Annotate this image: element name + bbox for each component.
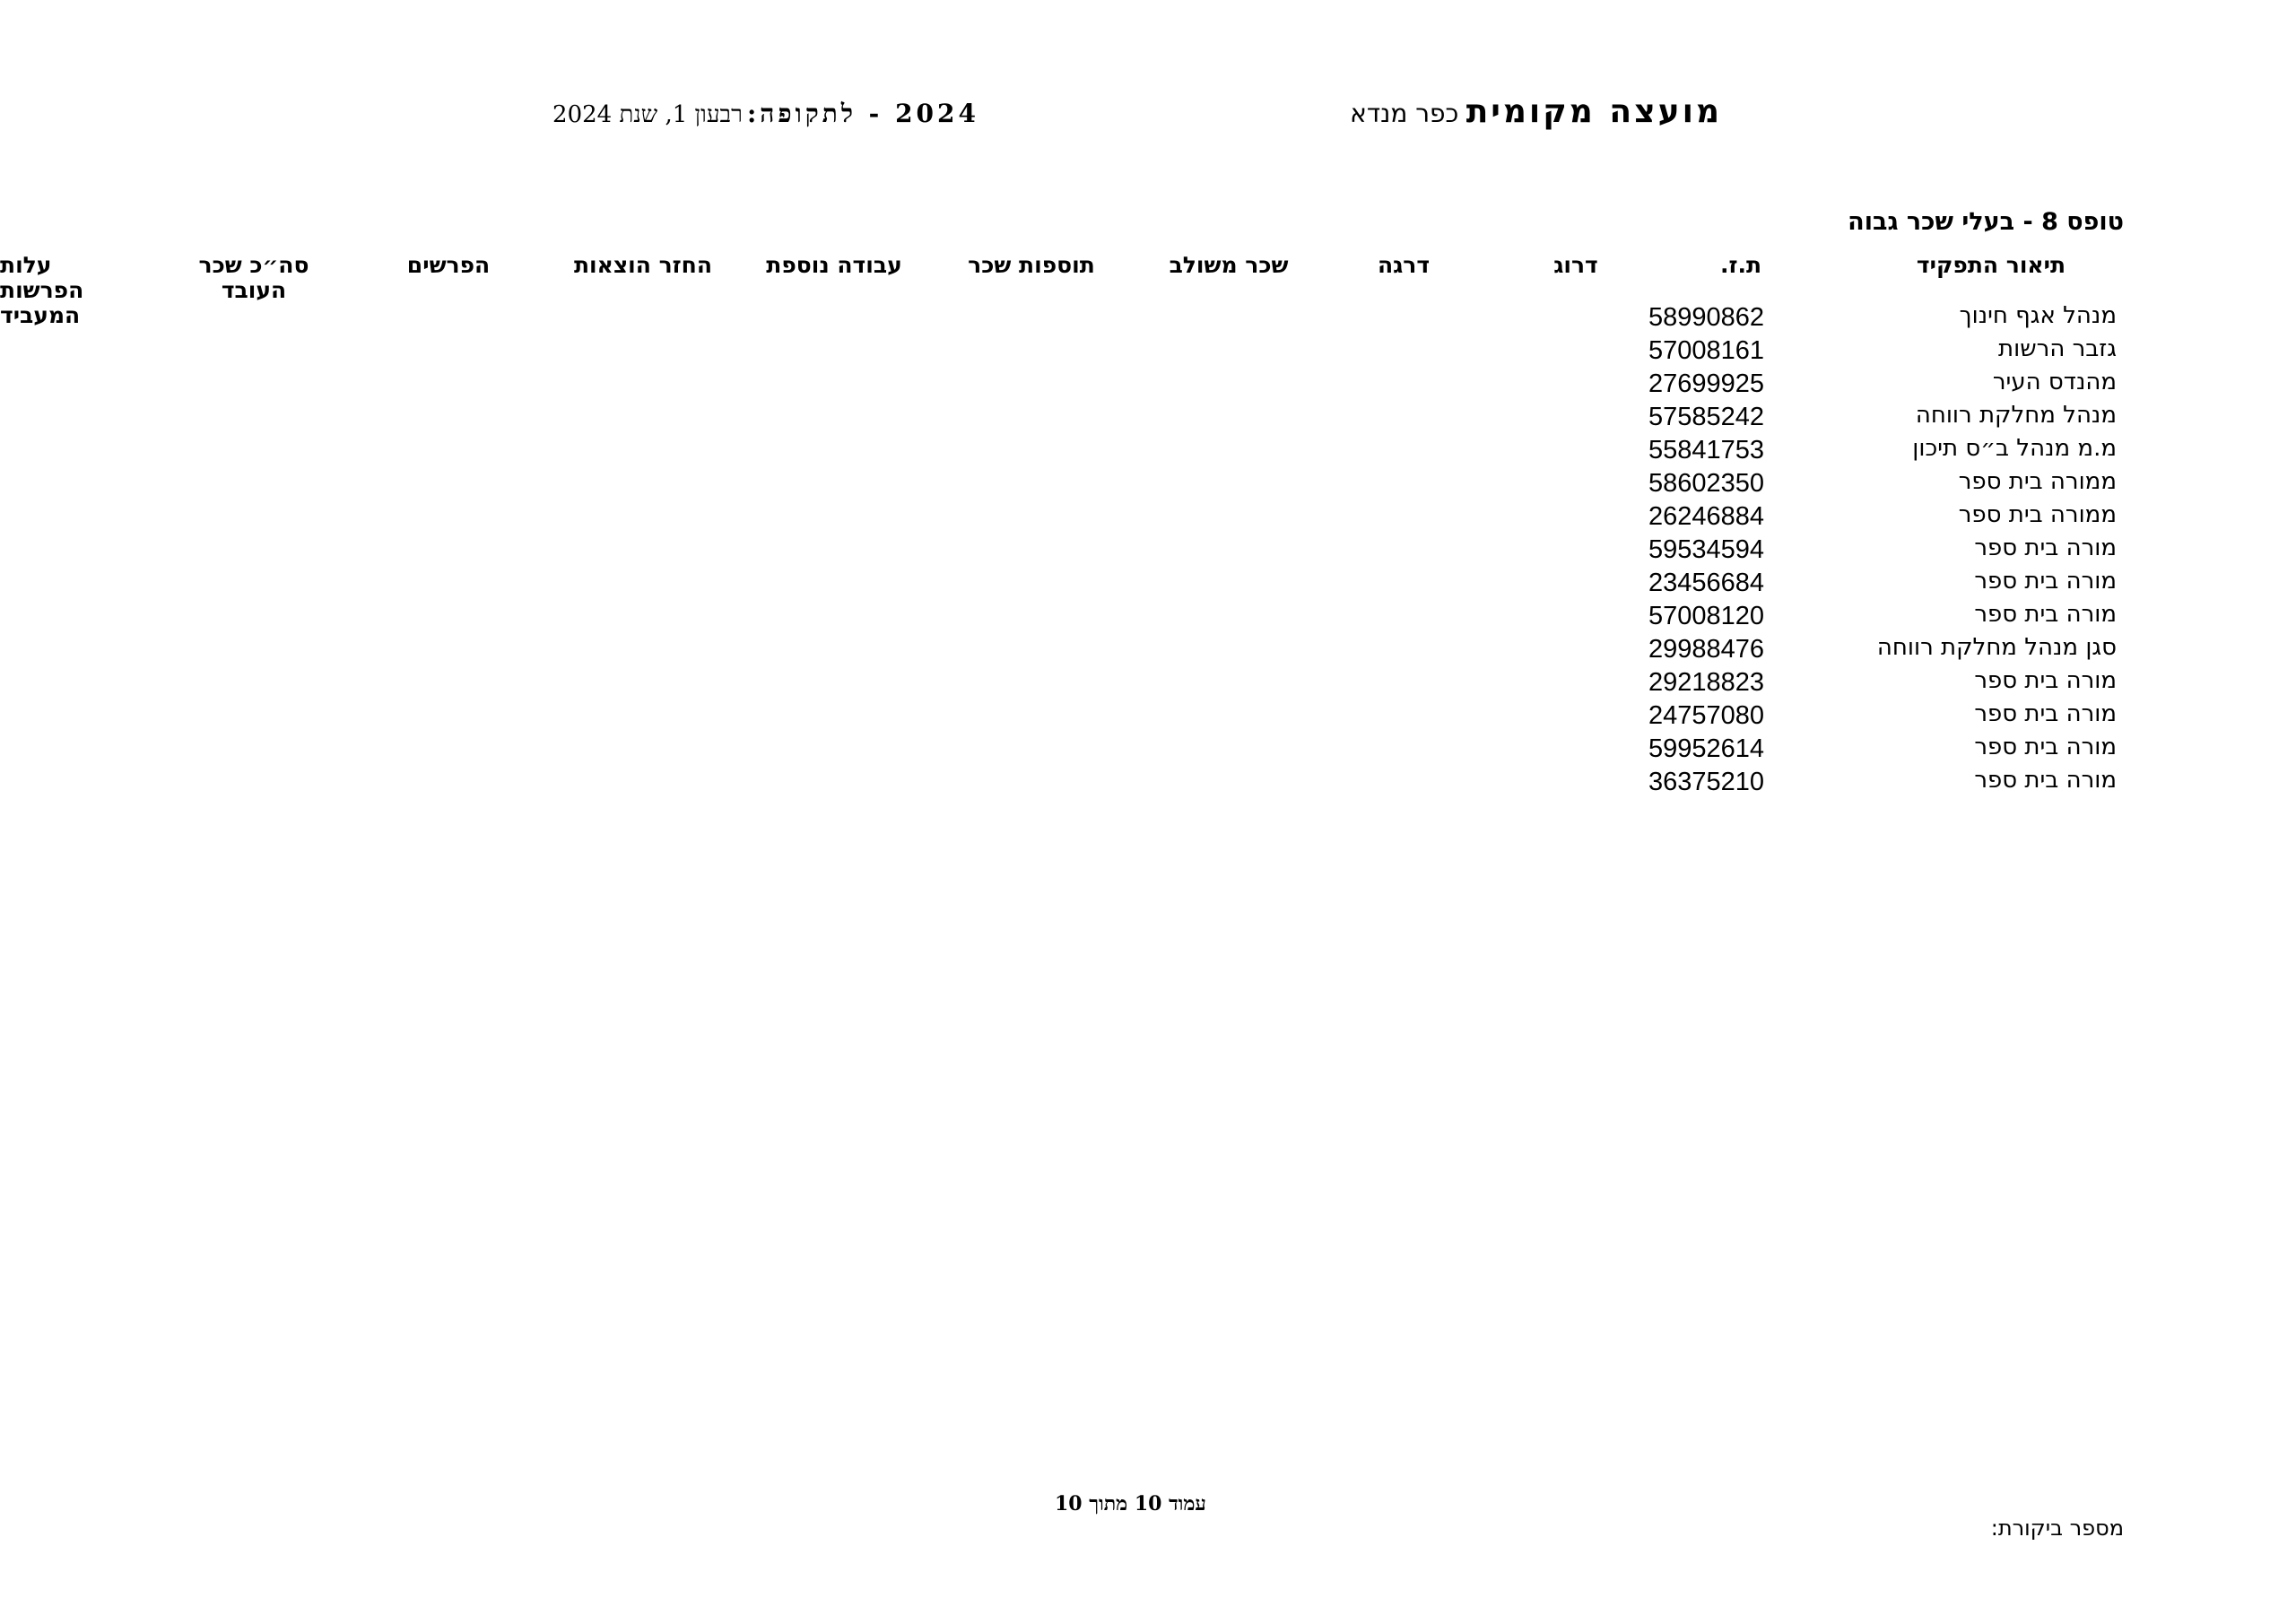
form-title: טופס 8 - בעלי שכר גבוה xyxy=(1848,208,2124,236)
row-description: מורה בית ספר xyxy=(1974,700,2117,727)
row-description: ממורה בית ספר xyxy=(1958,468,2117,495)
row-id: 59952614 xyxy=(1648,734,1765,763)
row-id: 57585242 xyxy=(1648,403,1765,431)
column-header-total-employee-salary: סה״כ שכר העובד xyxy=(198,252,309,303)
row-id: 36375210 xyxy=(1648,768,1765,796)
page-number: עמוד 10 מתוך 10 xyxy=(1055,1492,1206,1515)
column-header-differences: הפרשים xyxy=(406,252,491,278)
column-header-combined-salary: שכר משולב xyxy=(1169,252,1289,278)
row-description: מורה בית ספר xyxy=(1974,667,2117,694)
row-description: גזבר הרשות xyxy=(1998,335,2117,362)
row-description: מורה בית ספר xyxy=(1974,767,2117,794)
row-id: 24757080 xyxy=(1648,701,1765,730)
council-title xyxy=(1350,93,1722,130)
row-description: מורה בית ספר xyxy=(1974,534,2117,561)
row-id: 57008120 xyxy=(1648,602,1765,630)
period-title xyxy=(552,99,979,129)
row-id: 58990862 xyxy=(1648,303,1765,332)
row-id: 29218823 xyxy=(1648,668,1765,697)
row-description: מנהל מחלקת רווחה xyxy=(1915,402,2117,429)
column-header-overtime: עבודה נוספת xyxy=(766,252,902,278)
row-id: 59534594 xyxy=(1648,535,1765,564)
column-header-grade: דרגה xyxy=(1377,252,1431,278)
row-id: 55841753 xyxy=(1648,436,1765,465)
council-label: מועצה מקומית xyxy=(1465,93,1722,130)
row-id: 23456684 xyxy=(1648,569,1765,597)
period-value: רבעון 1, שנת 2024 xyxy=(552,101,743,128)
row-id: 29988476 xyxy=(1648,635,1765,664)
row-description: מ.מ מנהל ב״ס תיכון xyxy=(1912,435,2117,462)
period-label: 2024 - לתקופה: xyxy=(746,99,979,128)
column-header-rating: דרוג xyxy=(1553,252,1598,278)
row-description: מורה בית ספר xyxy=(1974,568,2117,595)
row-id: 26246884 xyxy=(1648,502,1765,531)
row-description: מורה בית ספר xyxy=(1974,734,2117,760)
row-id: 57008161 xyxy=(1648,336,1765,365)
column-header-salary-additions: תוספות שכר xyxy=(968,252,1095,278)
column-header-employer-contribution-cost: עלות הפרשות המעביד xyxy=(0,253,84,328)
council-name: כפר מנדא xyxy=(1350,99,1459,128)
row-description: מהנדס העיר xyxy=(1992,369,2117,395)
control-number-label: מספר ביקורת: xyxy=(1990,1515,2124,1541)
column-header-id: ת.ז. xyxy=(1719,252,1762,278)
row-id: 27699925 xyxy=(1648,369,1765,398)
row-description: סגן מנהל מחלקת רווחה xyxy=(1876,634,2117,661)
row-description: מורה בית ספר xyxy=(1974,601,2117,628)
row-description: מנהל אגף חינוך xyxy=(1959,302,2117,329)
row-description: ממורה בית ספר xyxy=(1958,501,2117,528)
row-id: 58602350 xyxy=(1648,469,1765,498)
column-header-role-description: תיאור התפקיד xyxy=(1916,252,2066,278)
column-header-expense-refund: החזר הוצאות xyxy=(573,252,713,278)
